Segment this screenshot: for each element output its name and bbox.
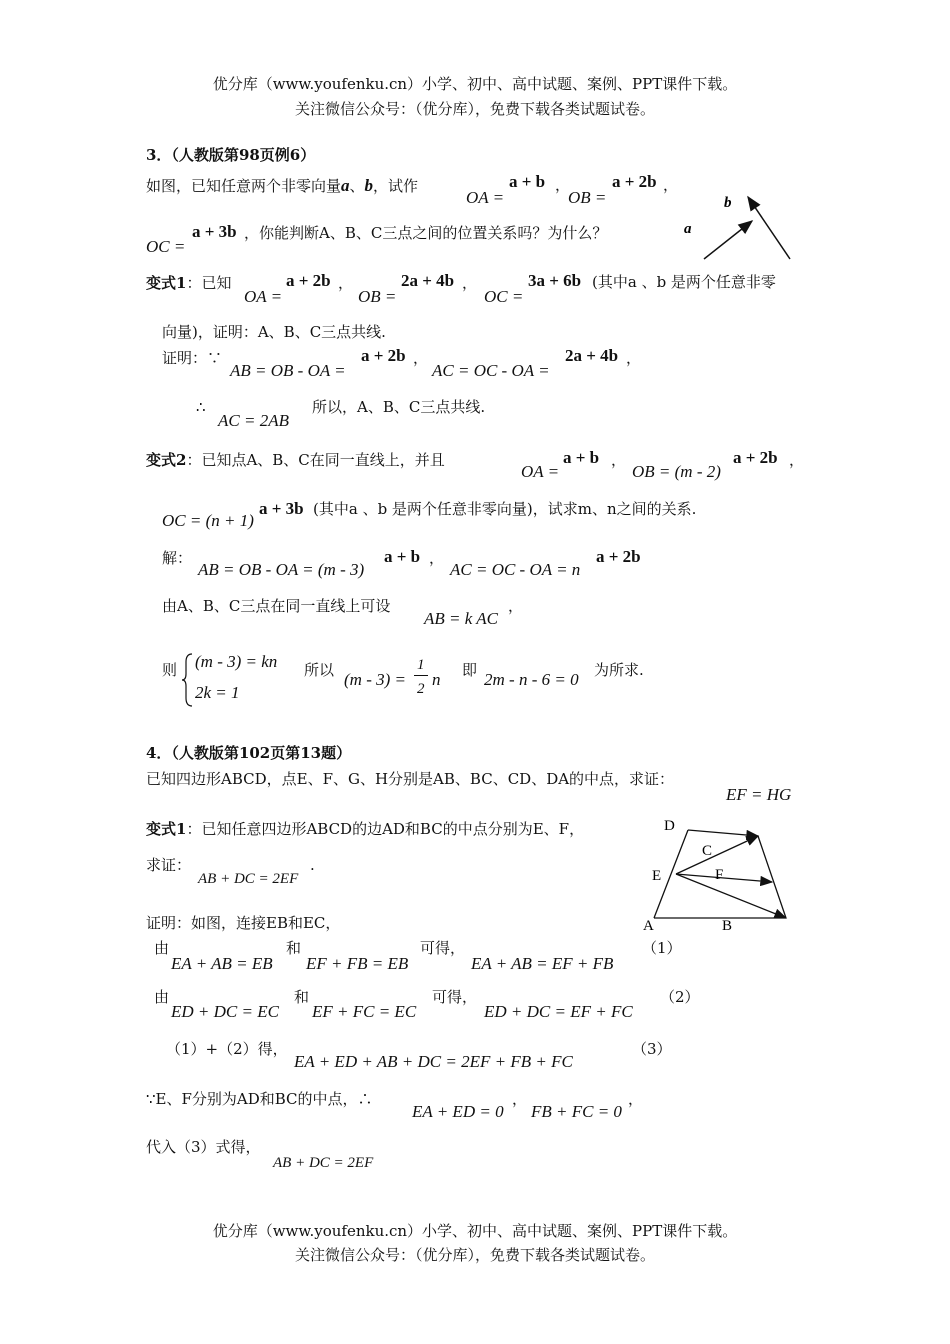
q3-final-text: 为所求.: [594, 661, 644, 679]
q4-e3: EA + ED + AB + DC = 2EF + FB + FC: [294, 1052, 573, 1071]
q4-from-2: 由: [154, 988, 170, 1006]
q3-ob-val: a + 2b: [612, 172, 657, 191]
q4-result: AB + DC = 2EF: [273, 1155, 374, 1171]
q3-oa: OA =: [466, 188, 505, 207]
q3-v2-tail: (其中a 、b 是两个任意非零向量)，试求m、n之间的关系.: [313, 500, 697, 518]
q3-v1-ob: OB =: [358, 287, 397, 306]
therefore-symbol: ∴: [196, 398, 206, 416]
q3-v1-line2: 向量)，证明：A、B、C三点共线.: [162, 323, 386, 341]
q4-and-1: 和: [286, 939, 302, 957]
q3-sol-ac-val: a + 2b: [596, 547, 641, 566]
q4-n2: （2）: [660, 988, 700, 1006]
q3-sol-ab: AB = OB - OA = (m - 3): [198, 560, 365, 579]
q3-collinear: 所以，A、B、C三点共线.: [312, 398, 486, 416]
side-cb: [758, 836, 786, 918]
q3-final-eq: 2m - n - 6 = 0: [484, 670, 579, 689]
q3-oc-val: a + 3b: [192, 222, 237, 241]
q3-eq-den: 2: [417, 681, 425, 697]
header-line-2: 关注微信公众号：（优分库），免费下载各类试题试卷。: [294, 100, 655, 118]
q3-v2: 变式2：已知点A、B、C在同一直线上，并且: [146, 451, 445, 469]
q4-quadrilateral-figure: [640, 812, 800, 937]
q3-eq-lhs: (m - 3) =: [344, 670, 406, 689]
q4-e1c: EA + AB = EF + FB: [471, 954, 614, 973]
q3-so: 所以: [304, 661, 335, 679]
vector-a-arrow: [704, 221, 752, 259]
q4-z2: FB + FC = 0: [531, 1102, 622, 1121]
q3-v2-ob: OB = (m - 2): [632, 462, 721, 481]
point-e-label: E: [652, 868, 662, 884]
fraction-bar: [414, 675, 428, 676]
q4-goal: AB + DC = 2EF: [198, 871, 299, 887]
q3-v1-oc: OC =: [484, 287, 524, 306]
q3-v1-oa: OA =: [244, 287, 283, 306]
q3-ie: 即: [462, 661, 478, 679]
q4-n3: （3）: [632, 1040, 672, 1058]
q3-eq-num: 1: [417, 657, 425, 673]
point-b-label: B: [722, 918, 733, 934]
q3-v2-oa: OA =: [521, 462, 560, 481]
q3-proof-ac-val: 2a + 4b: [565, 346, 619, 365]
q3-sol-ab-val: a + b: [384, 547, 421, 566]
q4-get-2: 可得，: [432, 988, 478, 1006]
vector-eb: [676, 874, 786, 918]
q4-sum: （1）+（2）得，: [166, 1040, 288, 1058]
q4-e2a: ED + DC = EC: [171, 1002, 279, 1021]
q3-v1-tail: (其中a 、b 是两个任意非零: [592, 273, 776, 291]
vector-b-label: b: [724, 195, 732, 211]
q3-sol-ab-kac: AB = k AC: [424, 609, 498, 628]
q3-then: 则: [162, 661, 178, 679]
system-brace: [180, 652, 194, 708]
q3-oa-val: a + b: [509, 172, 546, 191]
q3-vector-figure: [680, 185, 805, 265]
q3-sol-label: 解：: [162, 549, 193, 567]
q3-proof-ab-val: a + 2b: [361, 346, 406, 365]
q4-because: ∵E、F分别为AD和BC的中点，∴: [146, 1090, 373, 1108]
q3-proof-label: 证明：∵: [162, 349, 223, 367]
q4-z1: EA + ED = 0: [412, 1102, 504, 1121]
q3-v1: 变式1：已知: [146, 274, 232, 292]
header-line-1: 优分库（www.youfenku.cn）小学、初中、高中试题、案例、PPT课件下载。: [212, 75, 738, 93]
q4-e2b: EF + FC = EC: [312, 1002, 417, 1021]
q3-v2-oc: OC = (n + 1): [162, 511, 254, 530]
q3-ob: OB =: [568, 188, 607, 207]
q4-get-1: 可得，: [420, 939, 466, 957]
q3-intro: 如图，已知任意两个非零向量a、b，试作: [146, 176, 419, 195]
q4-v1: 变式1：已知任意四边形ABCD的边AD和BC的中点分别为E、F，: [146, 820, 585, 838]
q3-sys2: 2k = 1: [195, 683, 240, 702]
q3-proof-ac: AC = OC - OA =: [432, 361, 550, 380]
q3-sys1: (m - 3) = kn: [195, 652, 278, 671]
q4-n1: （1）: [642, 939, 682, 957]
vector-ef: [676, 874, 772, 882]
point-d-label: D: [664, 818, 675, 834]
q4-e1a: EA + AB = EB: [171, 954, 273, 973]
vector-a-label: a: [684, 221, 692, 237]
q3-v1-oa-val: a + 2b: [286, 271, 331, 290]
q3-ac-2ab: AC = 2AB: [218, 411, 289, 430]
q4-ef-hg: EF = HG: [726, 785, 792, 804]
vector-dc: [688, 830, 758, 836]
q3-sol-ac: AC = OC - OA = n: [450, 560, 581, 579]
q3-eq-n: n: [432, 670, 441, 689]
q4-prove: 求证：: [146, 856, 192, 874]
vector-b-arrow: [748, 197, 790, 259]
q3-question: ，你能判断A、B、C三点之间的位置关系吗？为什么？: [244, 224, 608, 242]
point-f-label: F: [715, 867, 724, 883]
q4-proof-intro: 证明：如图，连接EB和EC，: [146, 914, 341, 932]
q4-and-2: 和: [294, 988, 310, 1006]
q3-sol-line2: 由A、B、C三点在同一直线上可设: [162, 597, 391, 615]
q3-v1-ob-val: 2a + 4b: [401, 271, 455, 290]
footer-line-2: 关注微信公众号：（优分库），免费下载各类试题试卷。: [294, 1246, 655, 1264]
point-c-label: C: [702, 843, 713, 859]
q4-e2c: ED + DC = EF + FC: [484, 1002, 633, 1021]
q3-oc: OC =: [146, 237, 186, 256]
q3-title: 3．（人教版第98页例6）: [146, 146, 316, 164]
q4-subst: 代入（3）式得，: [146, 1138, 261, 1156]
q3-v2-oc-val: a + 3b: [259, 499, 304, 518]
q3-proof-ab: AB = OB - OA =: [230, 361, 346, 380]
q3-v2-oa-val: a + b: [563, 448, 600, 467]
q3-v1-oc-val: 3a + 6b: [528, 271, 582, 290]
q4-from-1: 由: [154, 939, 170, 957]
q4-title: 4．（人教版第102页第13题）: [146, 744, 352, 762]
point-a-label: A: [643, 918, 654, 934]
q4-e1b: EF + FB = EB: [306, 954, 409, 973]
footer-line-1: 优分库（www.youfenku.cn）小学、初中、高中试题、案例、PPT课件下载。: [212, 1222, 738, 1240]
q4-intro: 已知四边形ABCD，点E、F、G、H分别是AB、BC、CD、DA的中点，求证：: [146, 770, 675, 788]
q3-v2-ob-val: a + 2b: [733, 448, 778, 467]
